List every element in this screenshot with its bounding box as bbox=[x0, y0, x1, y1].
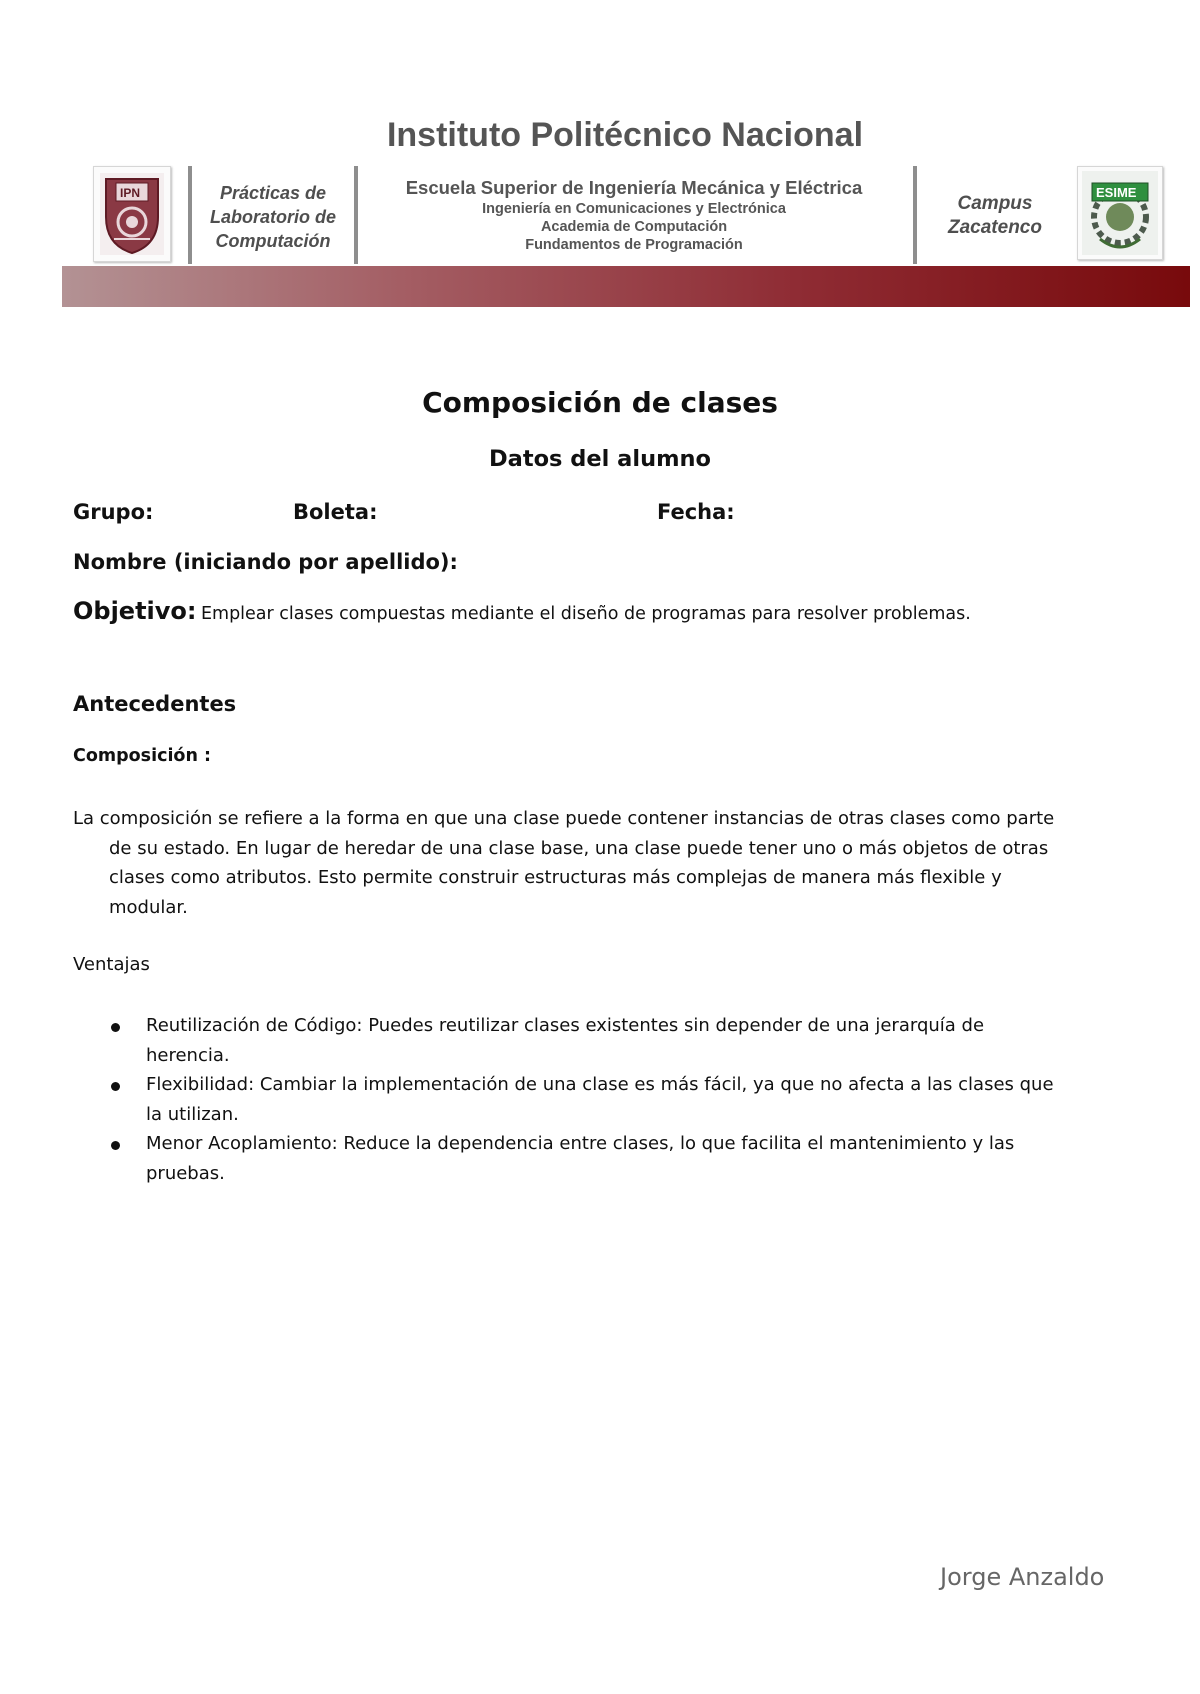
objective-label: Objetivo: bbox=[73, 597, 197, 625]
list-item bbox=[73, 1011, 1163, 1070]
header-divider bbox=[913, 166, 917, 264]
bullet-icon bbox=[111, 1141, 120, 1150]
career-name: Ingeniería en Comunicaciones y Electrónica bbox=[482, 201, 786, 217]
esime-logo bbox=[1077, 166, 1163, 260]
composicion-subheading: Composición : bbox=[73, 746, 212, 766]
author-name: Jorge Anzaldo bbox=[940, 1563, 1105, 1591]
objective-text: Emplear clases compuestas mediante el diseño de programas para resolver problemas. bbox=[200, 604, 971, 624]
objective bbox=[73, 597, 1153, 625]
header-gradient-band bbox=[62, 266, 1190, 307]
course-name: Fundamentos de Programación bbox=[525, 237, 743, 253]
paragraph-line: clases como atributos. Esto permite construir estructuras más complejas de manera más flexible y bbox=[109, 867, 1002, 888]
ipn-logo bbox=[93, 166, 171, 262]
list-item bbox=[73, 1070, 1163, 1129]
campus-line: Campus bbox=[957, 193, 1033, 214]
practicas-line: Computación bbox=[215, 231, 331, 251]
paragraph-line: La composición se refiere a la forma en que una clase puede contener instancias de otras clases como parte bbox=[73, 808, 1055, 829]
fecha-field: Fecha: bbox=[657, 500, 735, 524]
nombre-field: Nombre (iniciando por apellido): bbox=[73, 550, 458, 574]
school-block bbox=[360, 176, 908, 254]
esime-gear-icon bbox=[1078, 167, 1162, 259]
page-subtitle: Datos del alumno bbox=[488, 446, 712, 472]
page-title: Composición de clases bbox=[422, 386, 778, 419]
ipn-logo-text: IPN bbox=[120, 186, 141, 200]
ipn-emblem-icon bbox=[94, 167, 170, 261]
ventajas-list bbox=[73, 1011, 1163, 1188]
bullet-icon bbox=[111, 1023, 120, 1032]
list-item-line: la utilizan. bbox=[146, 1103, 239, 1125]
ventajas-label: Ventajas bbox=[73, 954, 150, 975]
esime-logo-text: ESIME bbox=[1096, 185, 1137, 200]
list-item bbox=[73, 1129, 1163, 1188]
school-name: Escuela Superior de Ingeniería Mecánica y Eléctrica bbox=[405, 177, 863, 198]
header-divider bbox=[354, 166, 358, 264]
boleta-field: Boleta: bbox=[293, 500, 378, 524]
practicas-line: Laboratorio de bbox=[209, 207, 336, 227]
paragraph-line: de su estado. En lugar de heredar de una clase base, una clase puede tener uno o más objetos de otras bbox=[109, 837, 1049, 859]
practicas-label bbox=[193, 181, 353, 253]
composicion-paragraph bbox=[73, 804, 1153, 922]
list-item-line: pruebas. bbox=[146, 1162, 225, 1184]
campus-line: Zacatenco bbox=[948, 217, 1042, 238]
bullet-icon bbox=[111, 1082, 120, 1091]
institute-title: Instituto Politécnico Nacional bbox=[386, 116, 864, 154]
list-item-line: Menor Acoplamiento: Reduce la dependencia entre clases, lo que facilita el mantenimiento y las bbox=[146, 1133, 1015, 1154]
list-item-line: Flexibilidad: Cambiar la implementación de una clase es más fácil, ya que no afecta a las clases que bbox=[146, 1074, 1054, 1095]
practicas-line: Prácticas de bbox=[219, 183, 327, 203]
list-item-line: Reutilización de Código: Puedes reutilizar clases existentes sin depender de una jerarquía de bbox=[146, 1015, 985, 1036]
header-divider bbox=[188, 166, 192, 264]
campus-label bbox=[925, 192, 1065, 240]
academy-name: Academia de Computación bbox=[540, 219, 728, 235]
list-item-line: herencia. bbox=[146, 1044, 230, 1066]
grupo-field: Grupo: bbox=[73, 500, 154, 524]
antecedentes-heading: Antecedentes bbox=[73, 692, 237, 716]
paragraph-line: modular. bbox=[109, 896, 188, 918]
